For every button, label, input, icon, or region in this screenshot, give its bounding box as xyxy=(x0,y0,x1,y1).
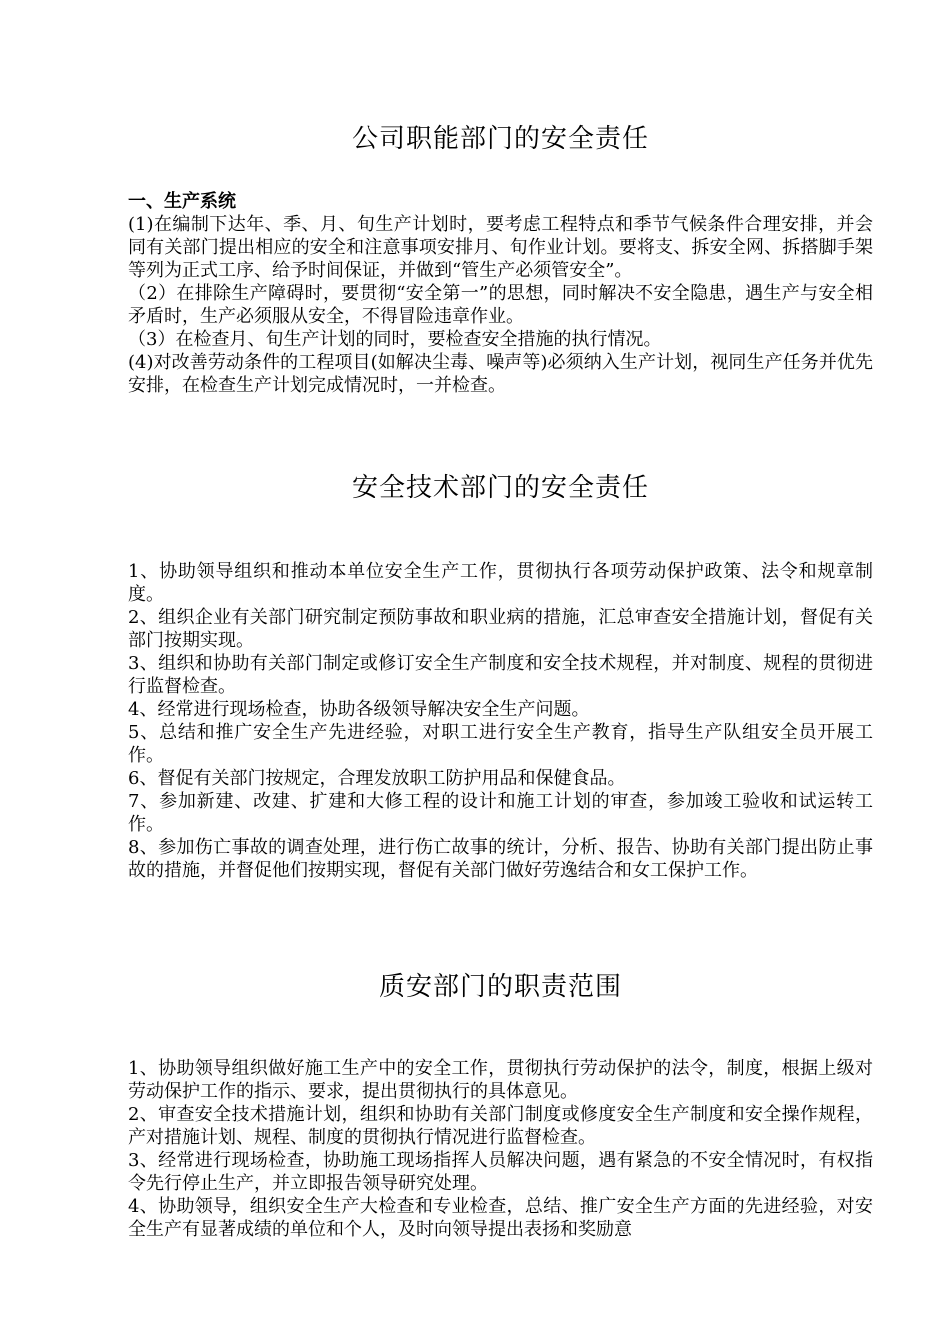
paragraph: 3、经常进行现场检查，协助施工现场指挥人员解决问题，遇有紧急的不安全情况时，有权指令先行停止生产，并立即报告领导研究处理。 xyxy=(128,1150,873,1194)
paragraph: 2、审查安全技术措施计划，组织和协助有关部门制度或修度安全生产制度和安全操作规程，产对措施计划、规程、制度的贯彻执行情况进行监督检查。 xyxy=(128,1104,873,1148)
paragraph: 4、协助领导，组织安全生产大检查和专业检查，总结、推广安全生产方面的先进经验，对安全生产有显著成绩的单位和个人，及时向领导提出表扬和奖励意 xyxy=(128,1196,873,1240)
paragraph: 1、协助领导组织做好施工生产中的安全工作，贯彻执行劳动保护的法令，制度，根据上级对劳动保护工作的指示、要求，提出贯彻执行的具体意见。 xyxy=(128,1058,873,1102)
paragraph: 4、经常进行现场检查，协助各级领导解决安全生产问题。 xyxy=(128,699,590,720)
paragraph: （3）在检查月、旬生产计划的同时，要检查安全措施的执行情况。 xyxy=(128,329,662,350)
paragraph: 1、协助领导组织和推动本单位安全生产工作，贯彻执行各项劳动保护政策、法令和规章制度。 xyxy=(128,561,873,605)
section-title: 公司职能部门的安全责任 xyxy=(351,124,649,154)
section-body xyxy=(128,1057,873,1241)
paragraph: 7、参加新建、改建、扩建和大修工程的设计和施工计划的审查，参加竣工验收和试运转工作。 xyxy=(128,791,873,835)
paragraph: (1)在编制下达年、季、月、旬生产计划时，要考虑工程特点和季节气候条件合理安排，并会同有关部门提出相应的安全和注意事项安排月、旬作业计划。要将支、拆安全网、拆搭脚手架等列为正式工序、给予时间保证，并做到“管生产必须管安全”。 xyxy=(128,214,873,281)
section-body xyxy=(128,560,873,882)
section-subheading: 一、生产系统 xyxy=(128,191,236,212)
paragraph: 8、参加伤亡事故的调查处理，进行伤亡故事的统计，分析、报告、协助有关部门提出防止事故的措施，并督促他们按期实现，督促有关部门做好劳逸结合和女工保护工作。 xyxy=(128,837,873,881)
section-title: 质安部门的职责范围 xyxy=(378,972,622,1002)
paragraph: 5、总结和推广安全生产先进经验，对职工进行安全生产教育，指导生产队组安全员开展工作。 xyxy=(128,722,873,766)
paragraph: 3、组织和协助有关部门制定或修订安全生产制度和安全技术规程，并对制度、规程的贯彻进行监督检查。 xyxy=(128,653,873,697)
paragraph: 2、组织企业有关部门研究制定预防事故和职业病的措施，汇总审查安全措施计划，督促有关部门按期实现。 xyxy=(128,607,873,651)
paragraph: (4)对改善劳动条件的工程项目(如解决尘毒、噪声等)必须纳入生产计划，视同生产任务并优先安排，在检查生产计划完成情况时，一并检查。 xyxy=(128,352,873,396)
section-body xyxy=(128,187,873,397)
paragraph: （2）在排除生产障碍时，要贯彻“安全第一”的思想，同时解决不安全隐患，遇生产与安全相矛盾时，生产必须服从安全，不得冒险违章作业。 xyxy=(128,283,873,327)
section-title: 安全技术部门的安全责任 xyxy=(351,473,649,503)
paragraph: 6、督促有关部门按规定，合理发放职工防护用品和保健食品。 xyxy=(128,768,626,789)
